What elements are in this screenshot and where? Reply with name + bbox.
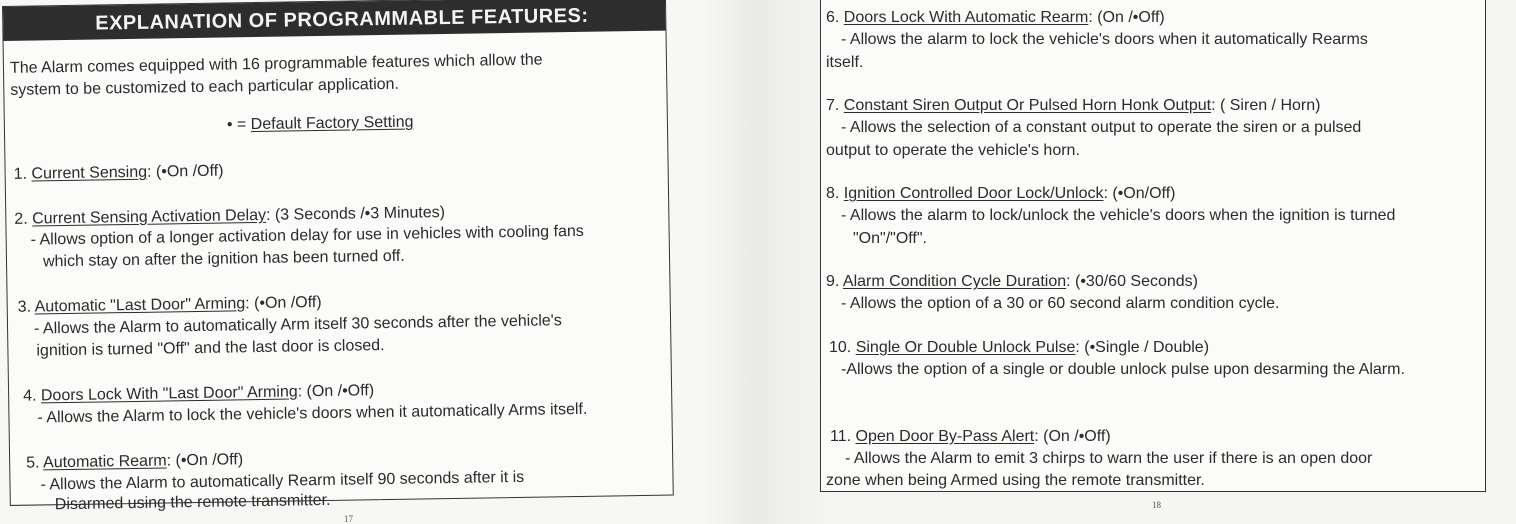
feature-2: 2. Current Sensing Activation Delay: (3 Seconds /•3 Minutes) xyxy=(14,204,446,228)
page-number-right: 18 xyxy=(1152,500,1161,510)
feature-5: 5. Automatic Rearm: (•On /Off) xyxy=(26,451,244,472)
feature-8-desc-1: - Allows the alarm to lock/unlock the vehicle's doors when the ignition is turned xyxy=(841,207,1396,224)
default-legend-label: Default Factory Setting xyxy=(250,113,414,134)
feature-7-title: Constant Siren Output Or Pulsed Horn Honk Output xyxy=(843,97,1212,114)
right-features-panel xyxy=(820,0,1486,492)
feature-7-desc-1: - Allows the selection of a constant output to operate the siren or a pulsed xyxy=(841,119,1362,136)
feature-11-title: Open Door By-Pass Alert xyxy=(855,428,1035,445)
feature-9: 9. Alarm Condition Cycle Duration: (•30/60 Seconds) xyxy=(826,273,1199,290)
feature-5-title: Automatic Rearm xyxy=(42,452,167,472)
feature-4-title: Doors Lock With "Last Door" Arming xyxy=(40,383,298,405)
default-bullet-icon: • xyxy=(226,116,233,134)
section-banner: EXPLANATION OF PROGRAMMABLE FEATURES: xyxy=(3,0,665,41)
feature-8-title: Ignition Controlled Door Lock/Unlock xyxy=(843,185,1104,202)
intro-line-2: system to be customized to each particular application. xyxy=(10,75,400,99)
feature-1: 1. Current Sensing: (•On /Off) xyxy=(13,162,224,183)
feature-3-title: Automatic "Last Door" Arming xyxy=(34,295,246,316)
feature-10-title: Single Or Double Unlock Pulse xyxy=(855,339,1076,356)
feature-9-desc-1: - Allows the option of a 30 or 60 second alarm condition cycle. xyxy=(841,295,1280,312)
feature-3-desc-1: - Allows the Alarm to automatically Arm itself 30 seconds after the vehicle's xyxy=(33,312,562,338)
page-number-left: 17 xyxy=(344,514,353,524)
feature-1-title: Current Sensing xyxy=(31,163,148,183)
feature-2-desc-2: which stay on after the ignition has been turned off. xyxy=(42,247,405,271)
feature-10-desc-1: -Allows the option of a single or double unlock pulse upon desarming the Alarm. xyxy=(841,361,1405,378)
feature-2-desc-1: - Allows option of a longer activation delay for use in vehicles with cooling fans xyxy=(30,222,584,249)
intro-line-1: The Alarm comes equipped with 16 programmable features which allow the xyxy=(9,51,543,77)
feature-5-desc-1: - Allows the Alarm to automatically Rearm itself 90 seconds after it is xyxy=(40,468,525,494)
feature-9-title: Alarm Condition Cycle Duration xyxy=(842,273,1067,290)
feature-11: 11. Open Door By-Pass Alert: (On /•Off) xyxy=(830,428,1111,445)
feature-10: 10. Single Or Double Unlock Pulse: (•Single / Double) xyxy=(829,339,1210,356)
feature-8-desc-2: "On"/"Off". xyxy=(853,230,927,247)
feature-8: 8. Ignition Controlled Door Lock/Unlock: (•On/Off) xyxy=(826,185,1176,202)
feature-4: 4. Doors Lock With "Last Door" Arming: (On /•Off) xyxy=(22,382,375,405)
feature-5-desc-2: Disarmed using the remote transmitter. xyxy=(54,491,331,514)
default-legend: • = Default Factory Setting xyxy=(226,113,414,134)
feature-4-desc-1: - Allows the Alarm to lock the vehicle's doors when it automatically Arms itself. xyxy=(37,400,588,427)
book-gutter xyxy=(700,0,830,524)
feature-11-desc-2: zone when being Armed using the remote transmitter. xyxy=(826,472,1205,489)
feature-6-title: Doors Lock With Automatic Rearm xyxy=(843,9,1089,26)
feature-7-desc-2: output to operate the vehicle's horn. xyxy=(826,142,1080,159)
feature-3-desc-2: ignition is turned "Off" and the last door is closed. xyxy=(36,337,385,360)
feature-11-desc-1: - Allows the Alarm to emit 3 chirps to warn the user if there is an open door xyxy=(845,450,1373,467)
feature-2-title: Current Sensing Activation Delay xyxy=(32,206,267,228)
feature-6-desc-2: itself. xyxy=(826,54,864,71)
feature-6-desc-1: - Allows the alarm to lock the vehicle's doors when it automatically Rearms xyxy=(841,31,1368,48)
feature-7: 7. Constant Siren Output Or Pulsed Horn Honk Output: ( Siren / Horn) xyxy=(826,97,1321,114)
left-features-panel xyxy=(2,0,674,514)
feature-6: 6. Doors Lock With Automatic Rearm: (On /•Off) xyxy=(826,9,1165,26)
feature-3: 3. Automatic "Last Door" Arming: (•On /Off) xyxy=(17,294,322,316)
